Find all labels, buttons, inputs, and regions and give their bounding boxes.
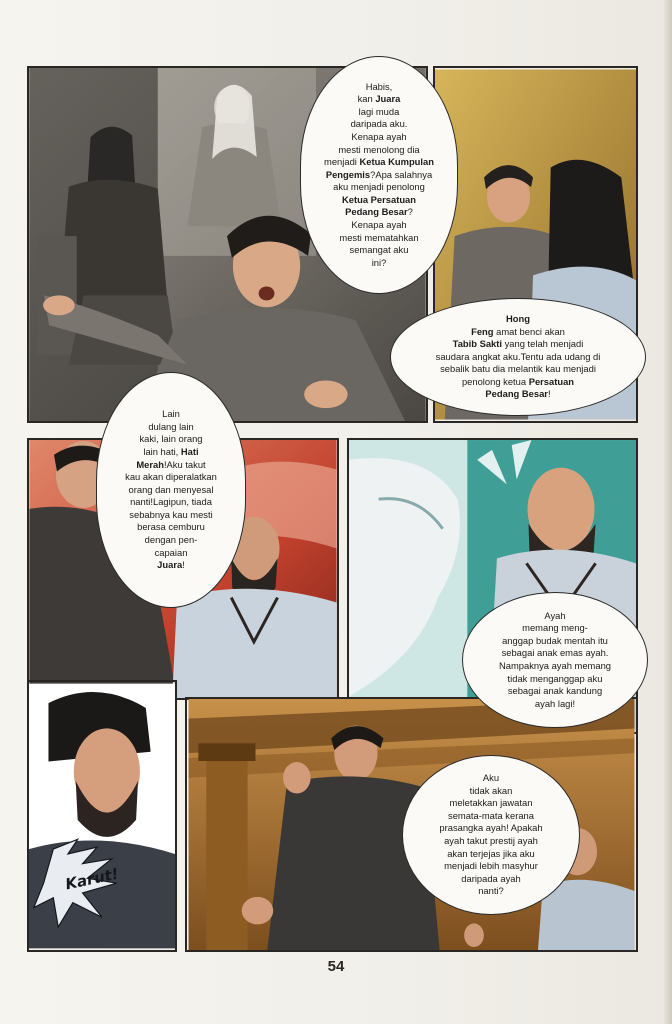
speech-bubble-3: Lain dulang lain kaki, lain orang lain hati, Hati Merah!Aku takut kau akan diperalatkan orang dan menyesal nanti!Lagipun, tiada sebabnya kau mesti berasa cemburu dengan pen- capaian Juara!	[96, 372, 246, 608]
speech-bubble-4: Ayah memang meng- anggap budak mentah itu sebagai anak emas ayah. Nampaknya ayah memang tidak menganggap aku sebagai anak kandung ayah lagi!	[462, 592, 648, 728]
page-edge	[664, 0, 672, 1024]
karut-sfx: Karut!	[63, 864, 121, 894]
page-number: 54	[327, 958, 345, 975]
panel-5-art	[29, 682, 175, 950]
panel-5	[27, 680, 177, 952]
speech-bubble-5: Aku tidak akan meletakkan jawatan semata-mata kerana prasangka ayah! Apakah ayah takut prestij ayah akan terjejas jika aku menjadi lebih masyhur daripada ayah nanti?	[402, 755, 580, 915]
speech-bubble-2: Hong Feng amat benci akan Tabib Sakti yang telah menjadi saudara angkat aku.Tentu ada udang di sebalik batu dia melantik kau menjadi penolong ketua Persatuan Pedang Besar!	[390, 298, 646, 416]
speech-bubble-1: Habis, kan Juara lagi muda daripada aku. Kenapa ayah mesti menolong dia menjadi Ketua Kumpulan Pengemis?Apa salahnya aku menjadi penolong Ketua Persatuan Pedang Besar? Kenapa ayah mesti mematahkan semangat aku ini?	[300, 56, 458, 294]
